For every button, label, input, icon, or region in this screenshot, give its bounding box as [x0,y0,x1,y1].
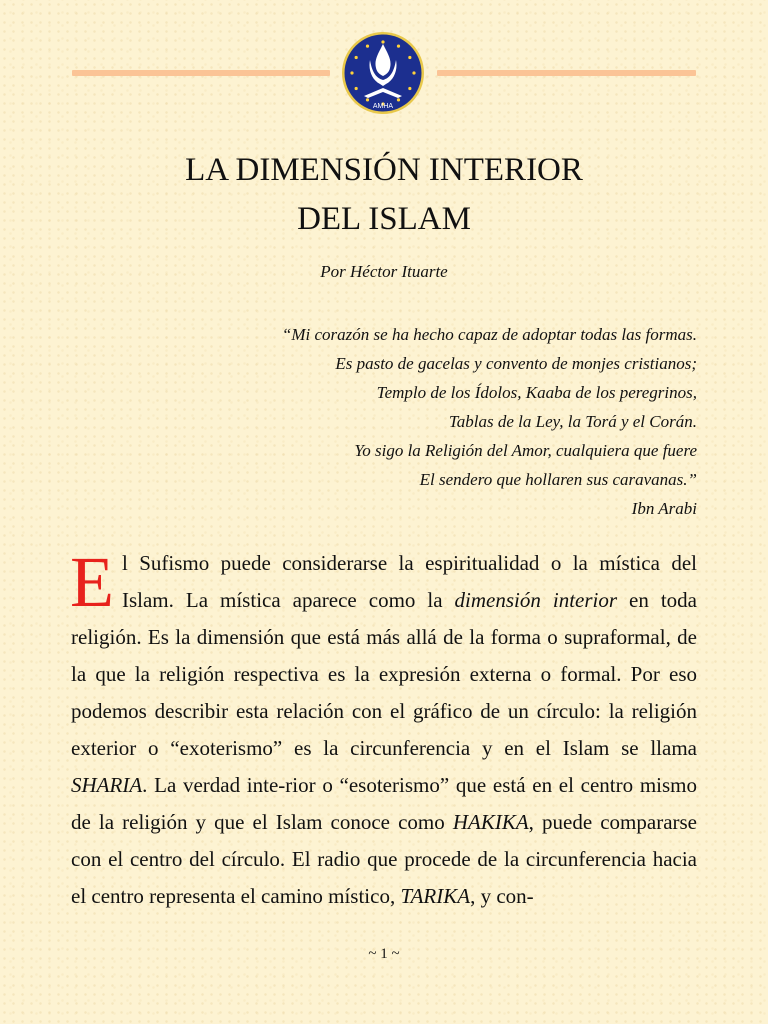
byline: Por Héctor Ituarte [320,262,448,281]
title-line-2: DEL ISLAM [297,201,471,237]
epigraph-line: El sendero que hollaren sus caravanas.” [419,470,697,489]
logo-star [412,71,415,74]
amha-logo-icon [340,30,426,116]
epigraph-line: Es pasto de gacelas y convento de monjes cristianos; [335,354,697,373]
body-text: en toda religión. Es la dimensión que está más allá de la forma o supraformal, de la que la religión respectiva es la expresión externa o formal. Por eso podemos describir esta relación con el gráfico de un círculo: la religión exterior o “exoterismo” es la circunferencia y en el Islam se llama [71,588,698,760]
logo-star [408,87,411,90]
logo-star [350,71,353,74]
emphasis-term: dimensión interior [454,588,618,612]
emphasis-term: TARIKA [400,884,471,908]
header-rule-right [437,70,696,76]
emphasis-term: HAKIKA [452,810,529,834]
logo-star [355,87,358,90]
epigraph [137,320,697,523]
title-line-1: LA DIMENSIÓN INTERIOR [185,152,583,188]
header-rule-left [72,70,330,76]
logo-text: AMHA [372,103,394,110]
logo-star [397,45,400,48]
logo-star [397,98,400,101]
drop-cap: E [70,542,114,622]
page-number: ~ 1 ~ [368,946,400,962]
body-text: , puede compararse con el centro del círculo. El radio que procede de la circunferencia hacia el centro representa el camino místico, [71,810,697,908]
epigraph-line: “Mi corazón se ha hecho capaz de adoptar todas las formas. [281,325,697,344]
body-paragraph [70,542,698,915]
logo-star [366,45,369,48]
epigraph-line: Tablas de la Ley, la Torá y el Corán. [448,412,697,431]
body-text: , y con- [470,884,534,908]
body-text: . La verdad inte-rior o “esoterismo” que está en el centro mismo de la religión y que el Islam conoce como [71,773,697,834]
epigraph-line: Templo de los Ídolos, Kaaba de los peregrinos, [376,383,697,402]
epigraph-author: Ibn Arabi [631,499,697,518]
epigraph-line: Yo sigo la Religión del Amor, cualquiera que fuere [354,441,697,460]
logo-star [381,40,384,43]
document-title [0,146,768,244]
body-text: l Sufismo puede considerarse la espiritualidad o la mística del Islam. La mística aparece como la [121,551,697,612]
logo-star [355,56,358,59]
emphasis-term: SHARIA [71,773,143,797]
logo-star [408,56,411,59]
logo-star [366,98,369,101]
